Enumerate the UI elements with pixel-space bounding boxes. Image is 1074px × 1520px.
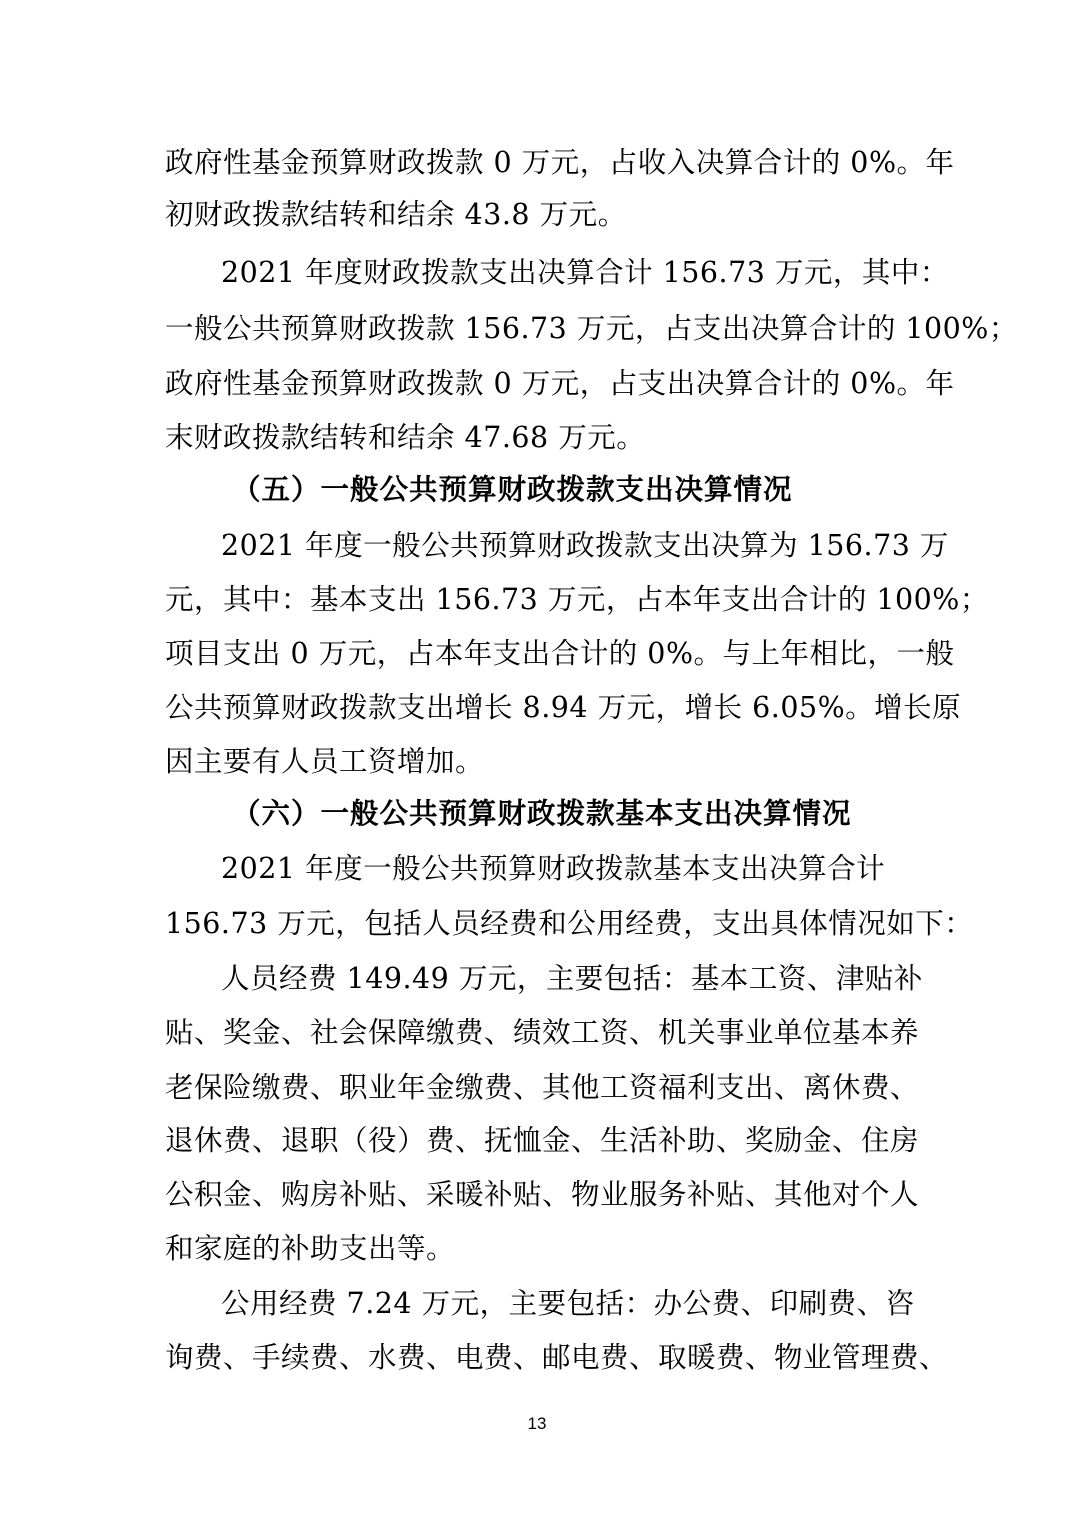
paragraph-line: 一般公共预算财政拨款 156.73 万元，占支出决算合计的 100%； [165, 312, 1018, 345]
paragraph-line: 2021 年度一般公共预算财政拨款基本支出决算合计 [221, 852, 886, 885]
section-heading: （六）一般公共预算财政拨款基本支出决算情况 [232, 797, 852, 830]
paragraph-line: 2021 年度财政拨款支出决算合计 156.73 万元，其中： [221, 256, 949, 289]
paragraph-line: 公积金、购房补贴、采暖补贴、物业服务补贴、其他对个人 [165, 1178, 920, 1211]
paragraph-line: 老保险缴费、职业年金缴费、其他工资福利支出、离休费、 [165, 1071, 920, 1104]
paragraph-line: 初财政拨款结转和结余 43.8 万元。 [165, 198, 627, 231]
paragraph-line: 公共预算财政拨款支出增长 8.94 万元，增长 6.05%。增长原 [165, 691, 962, 724]
paragraph-line: 询费、手续费、水费、电费、邮电费、取暖费、物业管理费、 [165, 1341, 949, 1374]
paragraph-line: 政府性基金预算财政拨款 0 万元，占收入决算合计的 0%。年 [165, 146, 955, 179]
section-heading: （五）一般公共预算财政拨款支出决算情况 [232, 473, 793, 506]
paragraph-line: 退休费、退职（役）费、抚恤金、生活补助、奖励金、住房 [165, 1124, 920, 1157]
paragraph-line: 末财政拨款结转和结余 47.68 万元。 [165, 421, 646, 454]
paragraph-line: 公用经费 7.24 万元，主要包括：办公费、印刷费、咨 [221, 1287, 915, 1320]
paragraph-line: 156.73 万元，包括人员经费和公用经费，支出具体情况如下： [165, 907, 974, 940]
paragraph-line: 和家庭的补助支出等。 [165, 1232, 456, 1265]
paragraph-line: 因主要有人员工资增加。 [165, 745, 485, 778]
paragraph-line: 元，其中：基本支出 156.73 万元，占本年支出合计的 100%； [165, 583, 989, 616]
paragraph-line: 贴、奖金、社会保障缴费、绩效工资、机关事业单位基本养 [165, 1016, 920, 1049]
paragraph-line: 项目支出 0 万元，占本年支出合计的 0%。与上年相比，一般 [165, 637, 955, 670]
page-number: 13 [527, 1414, 547, 1433]
paragraph-line: 政府性基金预算财政拨款 0 万元，占支出决算合计的 0%。年 [165, 367, 955, 400]
paragraph-line: 人员经费 149.49 万元，主要包括：基本工资、津贴补 [221, 962, 923, 995]
paragraph-line: 2021 年度一般公共预算财政拨款支出决算为 156.73 万 [221, 529, 949, 562]
